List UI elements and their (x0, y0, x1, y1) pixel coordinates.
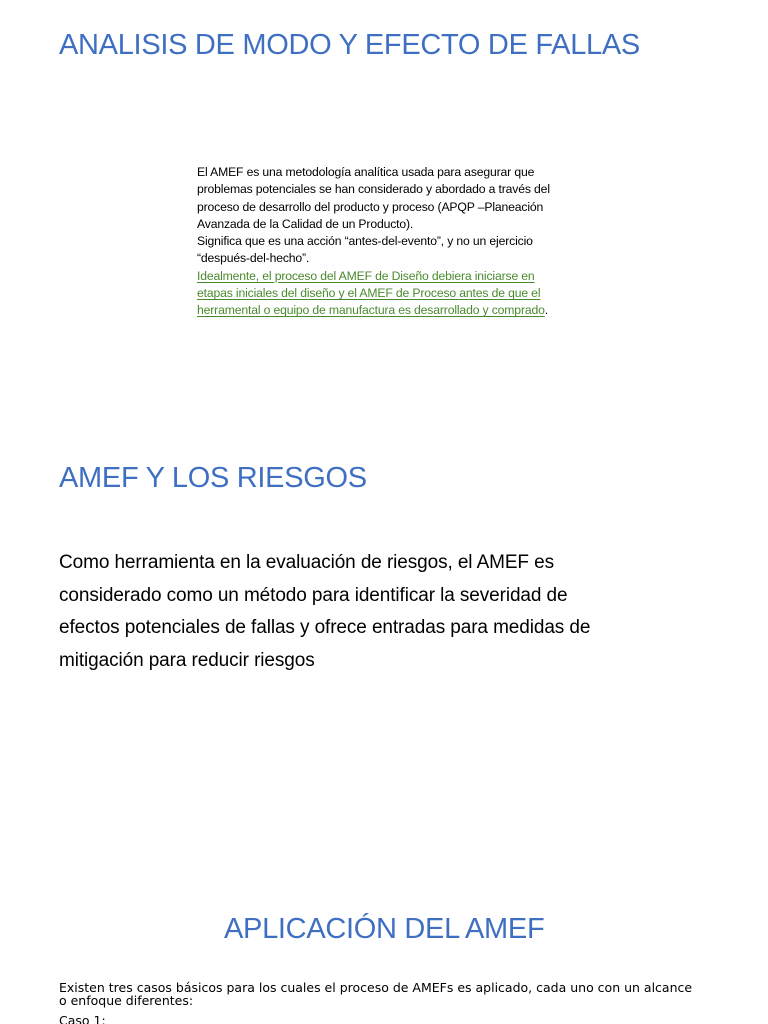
intro-text (197, 164, 577, 233)
ideal-process-link[interactable]: Idealmente, el proceso del AMEF de Diseño debiera iniciarse en (197, 268, 535, 283)
meaning-line: Significa que es una acción “antes-del-evento”, y no un ejercicio (197, 234, 533, 249)
link-trailing-period: . (544, 303, 548, 318)
section-title-riesgos: AMEF Y LOS RIESGOS (59, 462, 367, 494)
meaning-line: “después-del-hecho”. (197, 251, 310, 266)
intro-line: Avanzada de la Calidad de un Producto). (197, 216, 414, 231)
meaning-text (197, 233, 577, 268)
riesgos-line: considerado como un método para identificar la severidad de (59, 584, 568, 606)
ideal-process-link[interactable]: herramental o equipo de manufactura es desarrollado y comprado (197, 303, 545, 318)
intro-line: problemas potenciales se han considerado y abordado a través del (197, 182, 550, 197)
case-label: Caso 1: (59, 1013, 106, 1024)
riesgos-line: Como herramienta en la evaluación de riesgos, el AMEF es (59, 552, 554, 573)
section-title-aplicacion: APLICACIÓN DEL AMEF (224, 913, 545, 945)
aplicacion-line: Existen tres casos básicos para los cuales el proceso de AMEFs es aplicado, cada uno con un alcance (59, 980, 693, 995)
riesgos-paragraph (59, 547, 709, 677)
riesgos-line: mitigación para reducir riesgos (59, 649, 315, 671)
ideal-process-text (197, 268, 577, 320)
intro-line: El AMEF es una metodología analítica usada para asegurar que (197, 165, 535, 179)
riesgos-line: efectos potenciales de fallas y ofrece entradas para medidas de (59, 617, 591, 638)
intro-line: proceso de desarrollo del producto y proceso (APQP –Planeación (197, 199, 544, 214)
aplicacion-line: o enfoque diferentes: (59, 993, 194, 1008)
ideal-process-link[interactable]: etapas iniciales del diseño y el AMEF de Proceso antes de que el (197, 286, 541, 301)
aplicacion-paragraph (59, 981, 739, 1007)
intro-paragraph (197, 164, 577, 320)
section-title-analisis: ANALISIS DE MODO Y EFECTO DE FALLAS (59, 29, 640, 61)
